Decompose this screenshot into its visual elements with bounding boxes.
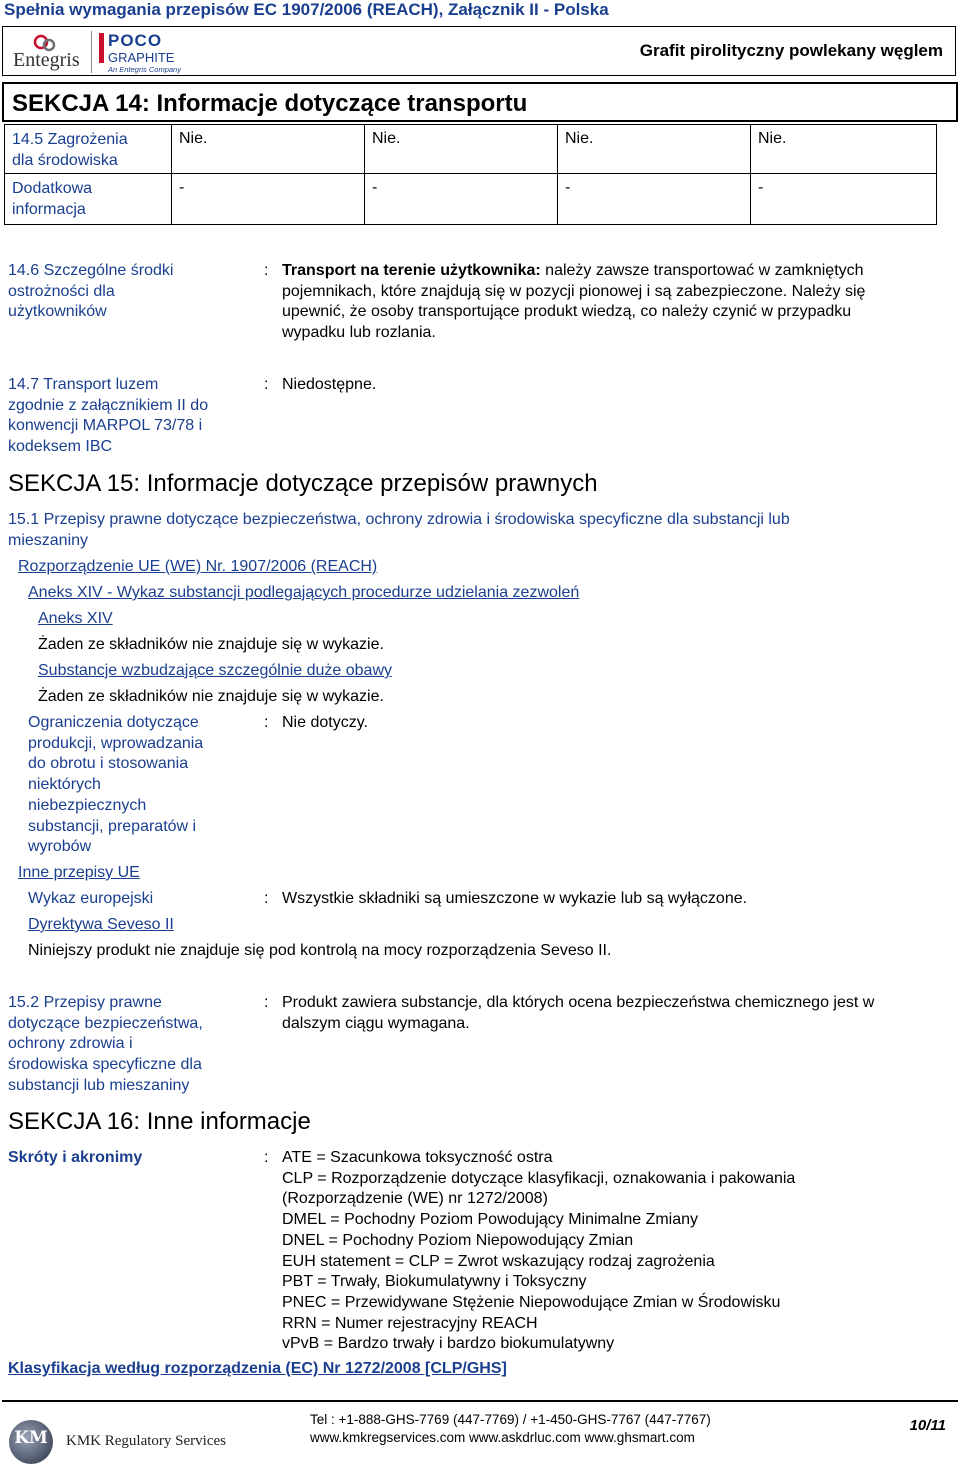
other-eu-regulations-title: Inne przepisy UE: [18, 864, 140, 881]
additional-info-label: Dodatkowa informacja: [5, 174, 172, 225]
list-item: EUH statement = CLP = Zwrot wskazujący rodzaj zagrożenia: [282, 1252, 715, 1270]
table-cell: -: [365, 174, 558, 225]
section-16-heading: SEKCJA 16: Inne informacje: [8, 1108, 311, 1135]
section-15-heading: SEKCJA 15: Informacje dotyczące przepisów prawnych: [8, 470, 598, 497]
colon-separator: :: [264, 1149, 269, 1166]
kmk-logo-monogram: KM: [14, 1428, 48, 1448]
colon-separator: :: [264, 714, 269, 731]
list-item: RRN = Numer rejestracyjny REACH: [282, 1314, 538, 1332]
graphite-logo-text: GRAPHITE: [108, 50, 175, 65]
table-row: [5, 125, 937, 174]
table-row: [5, 174, 937, 225]
annex-xiv-heading: Aneks XIV: [38, 610, 113, 627]
reach-regulation-title: Rozporządzenie UE (WE) Nr. 1907/2006 (REACH): [18, 558, 378, 575]
table-cell: Nie.: [751, 125, 937, 174]
special-precautions-label: 14.6 Szczególne środki ostrożności dla użytkowników: [8, 262, 174, 321]
footer-telephone: Tel : +1-888-GHS-7769 (447-7769) / +1-450-GHS-7767 (447-7767): [310, 1412, 711, 1427]
list-item: DNEL = Pochodny Poziom Niepowodujący Zmian: [282, 1231, 634, 1249]
bulk-transport-value: Niedostępne.: [282, 376, 377, 393]
entegris-logo: [11, 32, 81, 72]
poco-mark-icon: [99, 33, 104, 63]
regulation-banner: Spełnia wymagania przepisów EC 1907/2006 (REACH), Załącznik II - Polska: [4, 0, 609, 19]
classification-title: Klasyfikacja według rozporządzenia (EC) Nr 1272/2008 [CLP/GHS]: [8, 1360, 507, 1377]
document-header: [2, 26, 956, 76]
annex-xiv-text: Żaden ze składników nie znajduje się w wykazie.: [38, 636, 384, 653]
table-cell: Nie.: [172, 125, 365, 174]
svhc-heading: Substancje wzbudzające szczególnie duże obawy: [38, 662, 392, 679]
page-number: 10/11: [909, 1417, 946, 1434]
european-inventory-value: Wszystkie składniki są umieszczone w wykazie lub są wyłączone.: [282, 890, 748, 907]
footer-websites: www.kmkregservices.com www.askdrluc.com www.ghsmart.com: [310, 1430, 695, 1445]
abbreviations-label: Skróty i akronimy: [8, 1149, 143, 1166]
svhc-text: Żaden ze składników nie znajduje się w wykazie.: [38, 688, 384, 705]
logo-divider: [91, 31, 92, 73]
list-item: (Rozporządzenie (WE) nr 1272/2008): [282, 1190, 548, 1208]
restrictions-label: Ograniczenia dotyczące produkcji, wprowadzania do obrotu i stosowania niektórych niebezpiecznych substancji, preparatów i wyrobów: [28, 714, 204, 856]
env-hazards-label: 14.5 Zagrożenia dla środowiska: [5, 125, 172, 174]
poco-tagline: An Entegris Company: [108, 65, 181, 74]
abbreviations-list: [282, 1148, 795, 1355]
colon-separator: :: [264, 994, 269, 1011]
sub-15-2-label: 15.2 Przepisy prawne dotyczące bezpieczeństwa, ochrony zdrowia i środowiska specyficzne dla substancji lub mieszaniny: [8, 994, 203, 1094]
special-precautions-text: Transport na terenie użytkownika: należy zawsze transportować w zamkniętych pojemnikach, które znajdują się w pozycji pionowej i są zabezpieczone. Należy się upewnić, że osoby transportujące produkt wiedzą, co należy czynić w przypadku wypadku lub rozlania.: [282, 262, 866, 342]
list-item: PNEC = Przewidywane Stężenie Niepowodujące Zmian w Środowisku: [282, 1293, 781, 1311]
list-item: ATE = Szacunkowa toksyczność ostra: [282, 1149, 553, 1166]
section-14-heading: SEKCJA 14: Informacje dotyczące transportu: [2, 82, 958, 122]
annex-xiv-title: Aneks XIV - Wykaz substancji podlegających procedurze udzielania zezwoleń: [28, 584, 580, 601]
seveso-title: Dyrektywa Seveso II: [28, 916, 174, 933]
seveso-text: Niniejszy produkt nie znajduje się pod kontrolą na mocy rozporządzenia Seveso II.: [28, 942, 612, 959]
user-transport-label: Transport na terenie użytkownika:: [282, 262, 541, 279]
list-item: CLP = Rozporządzenie dotyczące klasyfikacji, oznakowania i pakowania: [282, 1169, 796, 1187]
sub-15-1-heading: 15.1 Przepisy prawne dotyczące bezpieczeństwa, ochrony zdrowia i środowiska specyficzne dla substancji lub mieszaniny: [8, 511, 790, 549]
table-cell: -: [172, 174, 365, 225]
list-item: DMEL = Pochodny Poziom Powodujący Minimalne Zmiany: [282, 1211, 699, 1229]
sub-15-2-value: Produkt zawiera substancje, dla których ocena bezpieczeństwa chemicznego jest w dalszym ciągu wymagana.: [282, 994, 875, 1032]
table-cell: -: [558, 174, 751, 225]
kmk-company-name: KMK Regulatory Services: [66, 1433, 226, 1449]
poco-logo-text: POCO: [108, 31, 163, 50]
table-cell: Nie.: [558, 125, 751, 174]
product-title: Grafit pirolityczny powlekany węglem: [639, 41, 943, 60]
european-inventory-label: Wykaz europejski: [28, 890, 154, 907]
table-cell: -: [751, 174, 937, 225]
colon-separator: :: [264, 890, 269, 907]
footer-divider: [2, 1400, 958, 1402]
poco-graphite-logo: [99, 31, 209, 75]
list-item: PBT = Trwały, Biokumulatywny i Toksyczny: [282, 1273, 587, 1291]
bulk-transport-label: 14.7 Transport luzem zgodnie z załącznikiem II do konwencji MARPOL 73/78 i kodeksem IBC: [8, 376, 209, 456]
list-item: vPvB = Bardzo trwały i bardzo biokumulatywny: [282, 1335, 615, 1353]
transport-table: [4, 124, 937, 225]
table-cell: Nie.: [365, 125, 558, 174]
restrictions-value: Nie dotyczy.: [282, 714, 368, 731]
colon-separator: :: [264, 376, 269, 393]
entegris-logo-text: Entegris: [13, 49, 80, 71]
colon-separator: :: [264, 262, 269, 279]
